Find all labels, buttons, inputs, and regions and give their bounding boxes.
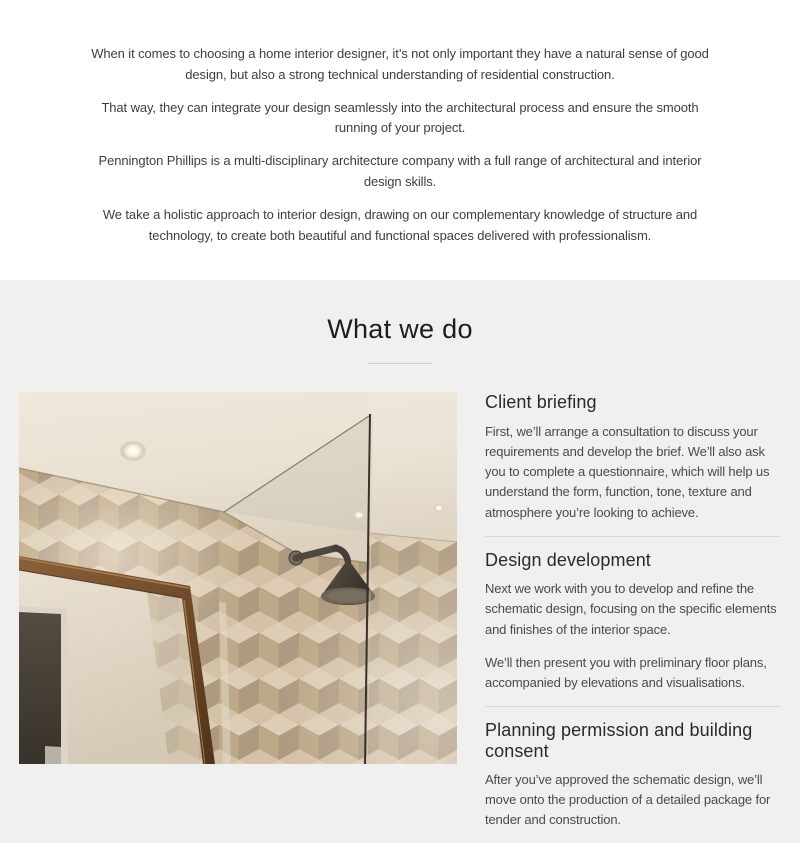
service-design-development <box>485 536 781 693</box>
intro-paragraph-3: Pennington Phillips is a multi-disciplinary architecture company with a full range of architectural and interior design skills. <box>98 153 702 189</box>
title-divider <box>367 363 433 364</box>
service-heading: Planning permission and building consent <box>485 720 753 761</box>
intro-paragraph-2: That way, they can integrate your design seamlessly into the architectural process and ensure the smooth running of your project. <box>101 99 699 136</box>
intro-paragraph-1: When it comes to choosing a home interior designer, it’s not only important they have a natural sense of good design, but also a strong technical understanding of residential construction. <box>91 46 709 82</box>
service-planning-permission <box>485 706 781 830</box>
service-paragraph: After you’ve approved the schematic design, we’ll move onto the production of a detailed package for tender and construction. <box>485 771 771 828</box>
section-title: What we do <box>327 314 473 345</box>
service-paragraph: First, we’ll arrange a consultation to discuss your requirements and develop the brief. We’ll also ask you to complete a questionnaire, which will help us understand the form, function, tone, texture and atmosphere you’re looking to achieve. <box>485 423 770 520</box>
service-heading: Design development <box>485 549 651 570</box>
services-column <box>485 392 781 843</box>
shower-room-photo <box>19 392 457 764</box>
door-reflection <box>19 612 61 764</box>
intro-section <box>0 0 800 280</box>
glass-screen-edge <box>365 392 457 764</box>
service-paragraph: Next we work with you to develop and refine the schematic design, focusing on the specific elements and finishes of the interior space. <box>485 581 777 637</box>
service-heading: Client briefing <box>485 392 597 413</box>
content-row <box>19 392 781 843</box>
intro-paragraph-4: We take a holistic approach to interior design, drawing on our complementary knowledge of structure and technology, to create both beautiful and functional spaces delivered with professionalism. <box>102 206 698 243</box>
service-client-briefing <box>485 392 781 522</box>
what-we-do-section <box>0 280 800 843</box>
downlight-icon <box>120 441 146 461</box>
service-paragraph: We’ll then present you with preliminary floor plans, accompanied by elevations and visualisations. <box>485 654 767 691</box>
